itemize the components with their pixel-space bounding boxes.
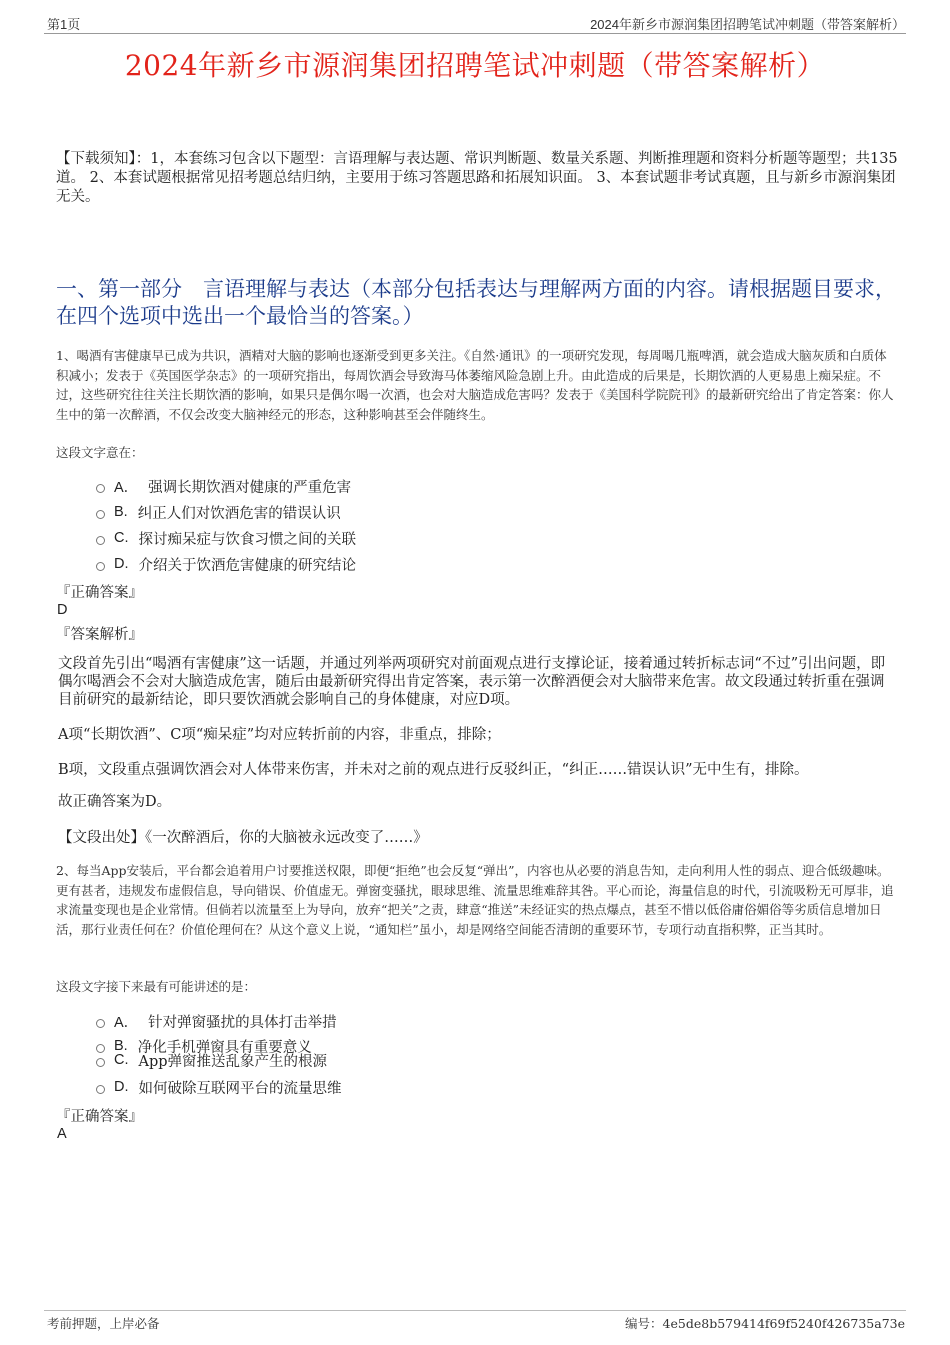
question-1-text: 1、喝酒有害健康早已成为共识，酒精对大脑的影响也逐渐受到更多关注。《自然·通讯》的一项研究发现，每周喝几瓶啤酒，就会造成大脑灰质和白质体积减小；发表于《英国医学杂志》的一项研究指出，每周饮酒会导致海马体萎缩风险急剧上升。由此造成的后果是，长期饮酒的人更易患上痴呆症。不过，这些研究往往关注长期饮酒的影响，如果只是偶尔喝一次酒，也会对大脑造成危害吗？发表于《美国科学院院刊》的最新研究给出了肯定答案：你人生中的第一次醉酒，不仅会改变大脑神经元的形态，这种影响甚至会伴随终生。 xyxy=(56,348,894,422)
option-letter: A． xyxy=(114,1014,139,1031)
page-title: 2024年新乡市源润集团招聘笔试冲刺题（带答案解析） xyxy=(124,49,826,82)
document-id: 编号：4e5de8b579414f69f5240f426735a73e xyxy=(625,1316,905,1331)
download-notice: 【下载须知】：1，本套练习包含以下题型：言语理解与表达题、常识判断题、数量关系题、判断推理题和资料分析题等题型；共135道。 2、本套试题根据常见招考题总结归纳，主要用于练习答题思路和拓展知识面。 3、本套试题非考试真题，且与新乡市源润集团无关。 xyxy=(56,151,898,205)
option-letter: B. xyxy=(114,1038,128,1054)
question-1-option-a[interactable] xyxy=(96,475,351,497)
question-2-option-c[interactable] xyxy=(96,1049,327,1071)
footer-slogan: 考前押题，上岸必备 xyxy=(47,1316,160,1331)
answer-value: A xyxy=(57,1126,67,1142)
question-2-text: 2、每当App安装后，平台都会追着用户讨要推送权限，即便“拒绝”也会反复“弹出”，内容也从必要的消息告知，走向利用人性的弱点、迎合低级趣味。更有甚者，违规发布虚假信息，导向错误、价值虚无。弹窗变骚扰，眼球思维、流量思维难辞其咎。平心而论，海量信息的时代，引流吸粉无可厚非，追求流量变现也是企业常情。但倘若以流量至上为导向，放弃“把关”之责，肆意“推送”未经证实的热点爆点，甚至不惜以低俗庸俗媚俗等劣质信息增加日活，那行业责任何在？价值伦理何在？从这个意义上说，“通知栏”虽小，却是网络空间能否清朗的重要环节，专项行动直指积弊，正当其时。 xyxy=(56,863,894,937)
source-citation: 【文段出处】《一次醉酒后，你的大脑被永远改变了……》 xyxy=(58,830,428,846)
radio-icon[interactable] xyxy=(96,562,105,571)
option-letter: D. xyxy=(114,1079,129,1095)
running-header-title: 2024年新乡市源润集团招聘笔试冲刺题（带答案解析） xyxy=(590,17,905,32)
page-number: 第1页 xyxy=(47,17,81,32)
question-1-option-b[interactable] xyxy=(96,501,341,523)
analysis-paragraph: 文段首先引出“喝酒有害健康”这一话题，并通过列举两项研究对前面观点进行支撑论证，接着通过转折标志词“不过”引出问题，即偶尔喝酒会不会对大脑造成危害，随后由最新研究得出肯定答案，表示第一次醉酒便会对大脑带来危害。故文段通过转折重在强调目前研究的最新结论，即只要饮酒就会影响自己的身体健康，对应D项。 xyxy=(58,656,886,708)
option-letter: B. xyxy=(114,504,128,520)
option-text: 强调长期饮酒对健康的严重危害 xyxy=(148,479,352,496)
answer-label: 『正确答案』 xyxy=(56,1109,143,1125)
radio-icon[interactable] xyxy=(96,1019,105,1028)
option-text: 纠正人们对饮酒危害的错误认识 xyxy=(137,505,341,522)
section-heading: 一、第一部分 言语理解与表达（本部分包括表达与理解两方面的内容。请根据题目要求，在四个选项中选出一个最恰当的答案。） xyxy=(56,277,896,328)
analysis-label: 『答案解析』 xyxy=(56,627,143,643)
footer-divider xyxy=(44,1310,906,1311)
option-text: 针对弹窗骚扰的具体打击举措 xyxy=(148,1014,337,1031)
question-1-option-d[interactable] xyxy=(96,553,356,575)
answer-label: 『正确答案』 xyxy=(56,585,143,601)
question-2-prompt: 这段文字接下来最有可能讲述的是： xyxy=(56,979,257,994)
option-text: 介绍关于饮酒危害健康的研究结论 xyxy=(138,557,356,574)
option-text: App弹窗推送乱象产生的根源 xyxy=(138,1053,328,1070)
answer-value: D xyxy=(57,602,68,618)
option-letter: C. xyxy=(114,1052,129,1068)
option-letter: A． xyxy=(114,479,139,496)
analysis-paragraph: 故正确答案为D。 xyxy=(58,794,172,810)
radio-icon[interactable] xyxy=(96,1058,105,1067)
header-divider xyxy=(44,33,906,34)
option-letter: D. xyxy=(114,556,129,572)
question-2-option-a[interactable] xyxy=(96,1010,337,1032)
analysis-paragraph: B项，文段重点强调饮酒会对人体带来伤害，并未对之前的观点进行反驳纠正，“纠正……错误认识”无中生有，排除。 xyxy=(58,762,809,778)
analysis-paragraph: A项“长期饮酒”、C项“痴呆症”均对应转折前的内容，非重点，排除； xyxy=(58,727,501,743)
question-1-prompt: 这段文字意在： xyxy=(56,445,144,460)
option-text: 净化手机弹窗具有重要意义 xyxy=(137,1039,312,1056)
question-1-option-c[interactable] xyxy=(96,527,356,549)
radio-icon[interactable] xyxy=(96,510,105,519)
radio-icon[interactable] xyxy=(96,536,105,545)
question-2-option-d[interactable] xyxy=(96,1076,342,1098)
option-text: 探讨痴呆症与饮食习惯之间的关联 xyxy=(138,531,356,548)
radio-icon[interactable] xyxy=(96,1085,105,1094)
radio-icon[interactable] xyxy=(96,484,105,493)
option-letter: C. xyxy=(114,530,129,546)
option-text: 如何破除互联网平台的流量思维 xyxy=(138,1080,342,1097)
